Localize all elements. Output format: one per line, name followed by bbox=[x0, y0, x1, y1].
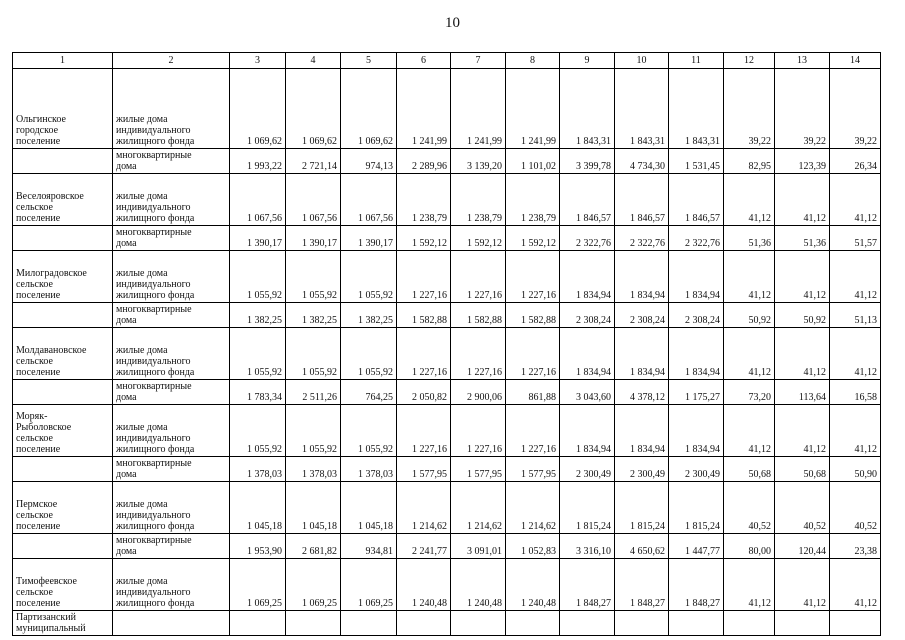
value-cell: 41,12 bbox=[775, 328, 830, 380]
table-header-row bbox=[13, 53, 881, 69]
value-cell: 1 390,17 bbox=[230, 226, 286, 251]
column-header: 5 bbox=[341, 53, 397, 69]
value-cell: 41,12 bbox=[775, 174, 830, 226]
housing-type-cell: многоквартирные дома bbox=[113, 303, 230, 328]
value-cell: 1 045,18 bbox=[286, 482, 341, 534]
housing-type-cell: жилые дома индивидуального жилищного фонда bbox=[113, 559, 230, 611]
value-cell: 1 101,02 bbox=[506, 149, 560, 174]
value-cell: 1 067,56 bbox=[341, 174, 397, 226]
value-cell: 23,38 bbox=[830, 534, 881, 559]
value-cell: 41,12 bbox=[724, 559, 775, 611]
value-cell bbox=[669, 611, 724, 636]
value-cell: 1 241,99 bbox=[506, 69, 560, 149]
value-cell: 1 582,88 bbox=[506, 303, 560, 328]
value-cell: 1 447,77 bbox=[669, 534, 724, 559]
housing-type-cell: жилые дома индивидуального жилищного фонда bbox=[113, 405, 230, 457]
value-cell: 1 055,92 bbox=[230, 405, 286, 457]
value-cell: 1 531,45 bbox=[669, 149, 724, 174]
value-cell bbox=[560, 611, 615, 636]
value-cell: 2 322,76 bbox=[669, 226, 724, 251]
value-cell: 2 900,06 bbox=[451, 380, 506, 405]
value-cell: 1 227,16 bbox=[451, 251, 506, 303]
page-number: 10 bbox=[445, 15, 460, 31]
value-cell: 113,64 bbox=[775, 380, 830, 405]
value-cell: 80,00 bbox=[724, 534, 775, 559]
value-cell: 2 681,82 bbox=[286, 534, 341, 559]
settlement-name-cell: Ольгинское городское поселение bbox=[13, 69, 113, 149]
value-cell: 1 993,22 bbox=[230, 149, 286, 174]
value-cell: 1 382,25 bbox=[230, 303, 286, 328]
value-cell: 2 308,24 bbox=[669, 303, 724, 328]
value-cell: 1 378,03 bbox=[341, 457, 397, 482]
column-header: 13 bbox=[775, 53, 830, 69]
value-cell: 1 815,24 bbox=[560, 482, 615, 534]
value-cell: 1 214,62 bbox=[451, 482, 506, 534]
value-cell: 1 055,92 bbox=[341, 328, 397, 380]
settlement-name-cell bbox=[13, 149, 113, 174]
table-row bbox=[13, 380, 881, 405]
value-cell bbox=[506, 611, 560, 636]
column-header: 7 bbox=[451, 53, 506, 69]
column-header: 10 bbox=[615, 53, 669, 69]
value-cell: 1 227,16 bbox=[397, 251, 451, 303]
column-header: 9 bbox=[560, 53, 615, 69]
value-cell: 51,57 bbox=[830, 226, 881, 251]
value-cell: 2 289,96 bbox=[397, 149, 451, 174]
value-cell: 1 834,94 bbox=[615, 328, 669, 380]
value-cell: 41,12 bbox=[830, 405, 881, 457]
value-cell: 1 843,31 bbox=[560, 69, 615, 149]
settlement-name-cell bbox=[13, 380, 113, 405]
value-cell: 1 240,48 bbox=[451, 559, 506, 611]
value-cell: 1 045,18 bbox=[341, 482, 397, 534]
housing-type-cell: жилые дома индивидуального жилищного фонда bbox=[113, 482, 230, 534]
value-cell: 1 834,94 bbox=[615, 251, 669, 303]
value-cell: 1 582,88 bbox=[397, 303, 451, 328]
settlement-name-cell: Тимофеевское сельское поселение bbox=[13, 559, 113, 611]
column-header: 2 bbox=[113, 53, 230, 69]
value-cell: 82,95 bbox=[724, 149, 775, 174]
value-cell: 1 175,27 bbox=[669, 380, 724, 405]
value-cell: 4 734,30 bbox=[615, 149, 669, 174]
value-cell bbox=[230, 611, 286, 636]
value-cell: 1 069,25 bbox=[230, 559, 286, 611]
value-cell: 1 238,79 bbox=[397, 174, 451, 226]
value-cell: 1 953,90 bbox=[230, 534, 286, 559]
value-cell: 1 834,94 bbox=[669, 251, 724, 303]
housing-type-cell: многоквартирные дома bbox=[113, 457, 230, 482]
value-cell: 1 227,16 bbox=[506, 251, 560, 303]
value-cell: 1 577,95 bbox=[397, 457, 451, 482]
value-cell: 934,81 bbox=[341, 534, 397, 559]
value-cell: 2 308,24 bbox=[560, 303, 615, 328]
value-cell: 41,12 bbox=[724, 328, 775, 380]
value-cell: 1 052,83 bbox=[506, 534, 560, 559]
value-cell: 3 091,01 bbox=[451, 534, 506, 559]
value-cell: 2 322,76 bbox=[560, 226, 615, 251]
value-cell: 1 815,24 bbox=[615, 482, 669, 534]
value-cell: 3 316,10 bbox=[560, 534, 615, 559]
value-cell: 974,13 bbox=[341, 149, 397, 174]
value-cell: 1 848,27 bbox=[615, 559, 669, 611]
value-cell: 1 378,03 bbox=[230, 457, 286, 482]
value-cell bbox=[286, 611, 341, 636]
value-cell: 861,88 bbox=[506, 380, 560, 405]
value-cell: 1 577,95 bbox=[506, 457, 560, 482]
value-cell: 41,12 bbox=[724, 251, 775, 303]
value-cell: 1 592,12 bbox=[451, 226, 506, 251]
value-cell: 50,92 bbox=[775, 303, 830, 328]
value-cell: 3 139,20 bbox=[451, 149, 506, 174]
value-cell: 50,68 bbox=[724, 457, 775, 482]
value-cell: 41,12 bbox=[724, 405, 775, 457]
column-header: 4 bbox=[286, 53, 341, 69]
value-cell: 1 069,25 bbox=[286, 559, 341, 611]
settlement-name-cell bbox=[13, 534, 113, 559]
value-cell: 1 390,17 bbox=[341, 226, 397, 251]
value-cell: 1 834,94 bbox=[560, 328, 615, 380]
table-row bbox=[13, 226, 881, 251]
value-cell: 3 043,60 bbox=[560, 380, 615, 405]
value-cell: 1 240,48 bbox=[506, 559, 560, 611]
table-row bbox=[13, 482, 881, 534]
value-cell: 2 300,49 bbox=[669, 457, 724, 482]
value-cell: 1 382,25 bbox=[341, 303, 397, 328]
value-cell: 1 069,62 bbox=[230, 69, 286, 149]
settlement-name-cell: Моряк- Рыболовское сельское поселение bbox=[13, 405, 113, 457]
value-cell: 39,22 bbox=[724, 69, 775, 149]
value-cell: 1 846,57 bbox=[669, 174, 724, 226]
value-cell: 1 069,62 bbox=[286, 69, 341, 149]
value-cell bbox=[724, 611, 775, 636]
value-cell: 1 238,79 bbox=[506, 174, 560, 226]
value-cell: 2 241,77 bbox=[397, 534, 451, 559]
value-cell: 1 783,34 bbox=[230, 380, 286, 405]
value-cell: 40,52 bbox=[830, 482, 881, 534]
value-cell: 1 815,24 bbox=[669, 482, 724, 534]
column-header: 12 bbox=[724, 53, 775, 69]
settlement-name-cell: Молдавановское сельское поселение bbox=[13, 328, 113, 380]
value-cell: 50,68 bbox=[775, 457, 830, 482]
settlement-name-cell bbox=[13, 226, 113, 251]
value-cell: 1 214,62 bbox=[506, 482, 560, 534]
value-cell: 4 650,62 bbox=[615, 534, 669, 559]
value-cell: 123,39 bbox=[775, 149, 830, 174]
table-row bbox=[13, 534, 881, 559]
value-cell: 1 055,92 bbox=[341, 405, 397, 457]
housing-type-cell: многоквартирные дома bbox=[113, 380, 230, 405]
value-cell: 41,12 bbox=[775, 251, 830, 303]
table-row bbox=[13, 174, 881, 226]
value-cell bbox=[451, 611, 506, 636]
settlement-name-cell: Милоградовское сельское поселение bbox=[13, 251, 113, 303]
value-cell: 41,12 bbox=[830, 559, 881, 611]
value-cell: 51,36 bbox=[724, 226, 775, 251]
column-header: 3 bbox=[230, 53, 286, 69]
column-header: 1 bbox=[13, 53, 113, 69]
value-cell: 1 227,16 bbox=[451, 328, 506, 380]
value-cell: 41,12 bbox=[775, 405, 830, 457]
value-cell: 120,44 bbox=[775, 534, 830, 559]
value-cell bbox=[397, 611, 451, 636]
value-cell: 51,13 bbox=[830, 303, 881, 328]
value-cell: 1 382,25 bbox=[286, 303, 341, 328]
value-cell: 1 055,92 bbox=[230, 328, 286, 380]
table-row bbox=[13, 457, 881, 482]
column-header: 14 bbox=[830, 53, 881, 69]
table-row bbox=[13, 251, 881, 303]
value-cell: 1 834,94 bbox=[615, 405, 669, 457]
value-cell: 1 592,12 bbox=[397, 226, 451, 251]
value-cell: 1 378,03 bbox=[286, 457, 341, 482]
value-cell: 2 322,76 bbox=[615, 226, 669, 251]
value-cell: 1 834,94 bbox=[669, 405, 724, 457]
value-cell: 1 592,12 bbox=[506, 226, 560, 251]
value-cell: 1 055,92 bbox=[341, 251, 397, 303]
value-cell: 2 050,82 bbox=[397, 380, 451, 405]
column-header: 6 bbox=[397, 53, 451, 69]
value-cell: 41,12 bbox=[775, 559, 830, 611]
value-cell bbox=[775, 611, 830, 636]
value-cell: 26,34 bbox=[830, 149, 881, 174]
value-cell: 41,12 bbox=[830, 251, 881, 303]
column-header: 11 bbox=[669, 53, 724, 69]
value-cell: 41,12 bbox=[724, 174, 775, 226]
value-cell: 1 848,27 bbox=[669, 559, 724, 611]
value-cell: 50,90 bbox=[830, 457, 881, 482]
value-cell: 1 843,31 bbox=[669, 69, 724, 149]
housing-type-cell: жилые дома индивидуального жилищного фонда bbox=[113, 174, 230, 226]
value-cell: 39,22 bbox=[775, 69, 830, 149]
settlement-name-cell: Партизанский муниципальный bbox=[13, 611, 113, 636]
value-cell: 1 241,99 bbox=[397, 69, 451, 149]
housing-type-cell: жилые дома индивидуального жилищного фонда bbox=[113, 69, 230, 149]
table-row bbox=[13, 303, 881, 328]
housing-type-cell: жилые дома индивидуального жилищного фонда bbox=[113, 328, 230, 380]
value-cell: 1 834,94 bbox=[560, 251, 615, 303]
value-cell: 764,25 bbox=[341, 380, 397, 405]
value-cell: 1 227,16 bbox=[451, 405, 506, 457]
value-cell: 1 834,94 bbox=[669, 328, 724, 380]
column-header: 8 bbox=[506, 53, 560, 69]
value-cell: 50,92 bbox=[724, 303, 775, 328]
housing-type-cell bbox=[113, 611, 230, 636]
value-cell: 2 308,24 bbox=[615, 303, 669, 328]
value-cell: 40,52 bbox=[724, 482, 775, 534]
value-cell: 51,36 bbox=[775, 226, 830, 251]
value-cell: 1 055,92 bbox=[286, 405, 341, 457]
value-cell: 2 300,49 bbox=[560, 457, 615, 482]
value-cell: 1 846,57 bbox=[615, 174, 669, 226]
value-cell bbox=[341, 611, 397, 636]
table-row bbox=[13, 328, 881, 380]
value-cell: 1 067,56 bbox=[230, 174, 286, 226]
housing-type-cell: многоквартирные дома bbox=[113, 149, 230, 174]
settlement-name-cell: Веселояровское сельское поселение bbox=[13, 174, 113, 226]
value-cell: 1 045,18 bbox=[230, 482, 286, 534]
value-cell: 1 227,16 bbox=[506, 405, 560, 457]
settlement-name-cell: Пермское сельское поселение bbox=[13, 482, 113, 534]
value-cell: 1 582,88 bbox=[451, 303, 506, 328]
value-cell: 1 241,99 bbox=[451, 69, 506, 149]
table-row bbox=[13, 405, 881, 457]
value-cell: 3 399,78 bbox=[560, 149, 615, 174]
tariff-table bbox=[12, 52, 881, 636]
table-row bbox=[13, 149, 881, 174]
value-cell: 1 240,48 bbox=[397, 559, 451, 611]
value-cell: 4 378,12 bbox=[615, 380, 669, 405]
housing-type-cell: многоквартирные дома bbox=[113, 226, 230, 251]
value-cell: 1 227,16 bbox=[506, 328, 560, 380]
settlement-name-cell bbox=[13, 303, 113, 328]
value-cell bbox=[830, 611, 881, 636]
value-cell: 1 238,79 bbox=[451, 174, 506, 226]
value-cell: 73,20 bbox=[724, 380, 775, 405]
value-cell: 1 069,62 bbox=[341, 69, 397, 149]
value-cell: 1 843,31 bbox=[615, 69, 669, 149]
value-cell: 1 846,57 bbox=[560, 174, 615, 226]
value-cell: 2 721,14 bbox=[286, 149, 341, 174]
value-cell: 2 300,49 bbox=[615, 457, 669, 482]
settlement-name-cell bbox=[13, 457, 113, 482]
value-cell: 1 055,92 bbox=[286, 328, 341, 380]
table-row bbox=[13, 559, 881, 611]
housing-type-cell: многоквартирные дома bbox=[113, 534, 230, 559]
value-cell: 1 848,27 bbox=[560, 559, 615, 611]
value-cell: 1 390,17 bbox=[286, 226, 341, 251]
value-cell: 1 834,94 bbox=[560, 405, 615, 457]
table-row bbox=[13, 611, 881, 636]
value-cell: 40,52 bbox=[775, 482, 830, 534]
value-cell: 1 227,16 bbox=[397, 328, 451, 380]
value-cell: 1 214,62 bbox=[397, 482, 451, 534]
value-cell: 1 577,95 bbox=[451, 457, 506, 482]
value-cell: 41,12 bbox=[830, 328, 881, 380]
housing-type-cell: жилые дома индивидуального жилищного фонда bbox=[113, 251, 230, 303]
value-cell: 1 067,56 bbox=[286, 174, 341, 226]
value-cell: 2 511,26 bbox=[286, 380, 341, 405]
value-cell: 39,22 bbox=[830, 69, 881, 149]
value-cell: 1 055,92 bbox=[286, 251, 341, 303]
value-cell: 16,58 bbox=[830, 380, 881, 405]
value-cell: 41,12 bbox=[830, 174, 881, 226]
value-cell: 1 055,92 bbox=[230, 251, 286, 303]
value-cell: 1 069,25 bbox=[341, 559, 397, 611]
value-cell bbox=[615, 611, 669, 636]
table-row bbox=[13, 69, 881, 149]
value-cell: 1 227,16 bbox=[397, 405, 451, 457]
